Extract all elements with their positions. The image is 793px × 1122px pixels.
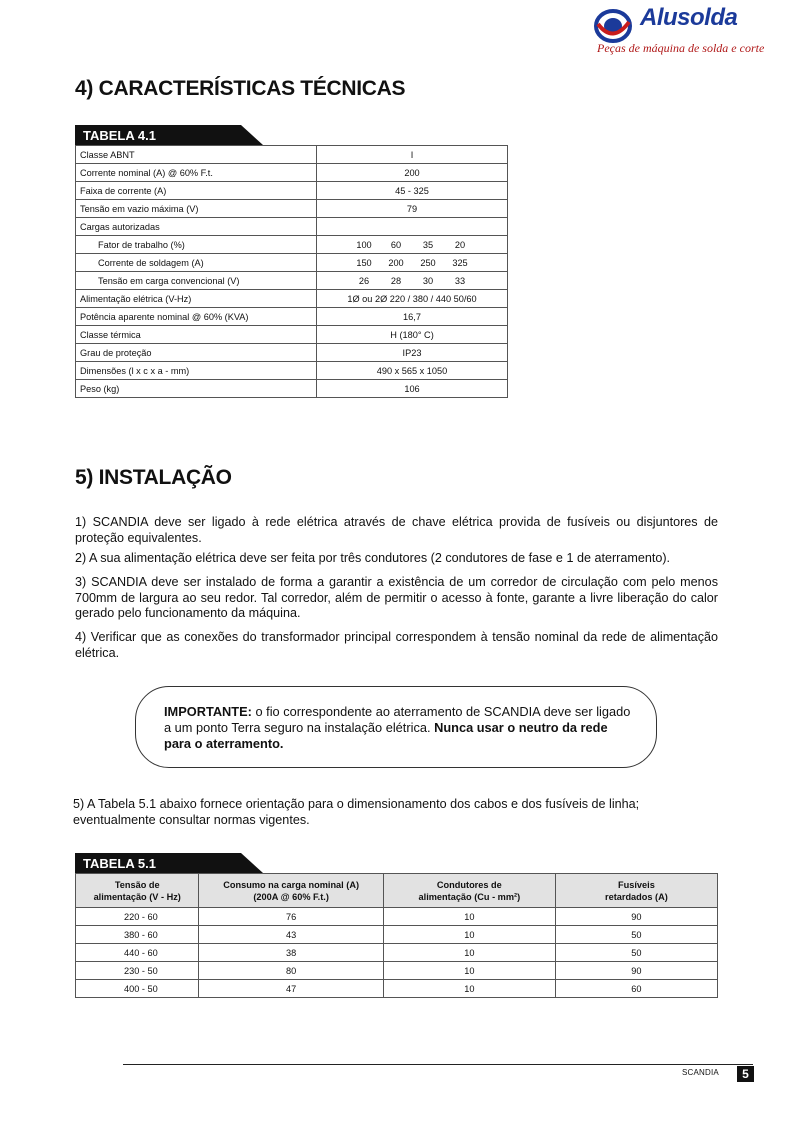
table-cell: 50 — [555, 926, 717, 944]
table-row — [76, 926, 718, 944]
spec-row — [76, 308, 508, 326]
important-emphasis: Nunca usar o neutro da rede para o aterramento. — [164, 720, 608, 751]
load-value: 33 — [454, 275, 466, 286]
table-cell: 60 — [555, 980, 717, 998]
important-notice-text — [164, 704, 634, 752]
table-cell: 10 — [383, 980, 555, 998]
load-value: 325 — [452, 257, 468, 268]
column-header-line: Condutores de — [436, 879, 502, 890]
footer-product-name: SCANDIA — [682, 1068, 719, 1077]
spec-value: H (180° C) — [317, 326, 508, 344]
footer-rule — [123, 1064, 753, 1065]
load-label: Corrente de soldagem (A) — [76, 254, 317, 272]
spec-row — [76, 182, 508, 200]
spec-value: 1Ø ou 2Ø 220 / 380 / 440 50/60 — [317, 290, 508, 308]
install-item-1: 1) SCANDIA deve ser ligado à rede elétrica através de chave elétrica provida de fusíveis ou disjuntores de proteção equivalentes. — [75, 515, 718, 545]
table-cell: 50 — [555, 944, 717, 962]
table-cell: 440 - 60 — [76, 944, 199, 962]
load-value: 100 — [356, 239, 372, 250]
table-cell: 400 - 50 — [76, 980, 199, 998]
load-row — [76, 254, 508, 272]
important-label: IMPORTANTE: — [164, 704, 252, 719]
spec-label: Corrente nominal (A) @ 60% F.t. — [76, 164, 317, 182]
spec-row — [76, 362, 508, 380]
install-item-5: 5) A Tabela 5.1 abaixo fornece orientação para o dimensionamento dos cabos e dos fusíveis de linha; eventualmente consultar normas vigentes. — [73, 797, 640, 827]
spec-value: 16,7 — [317, 308, 508, 326]
important-notice-box — [135, 686, 657, 768]
section-5-heading: 5) INSTALAÇÃO — [75, 466, 232, 489]
load-value: 20 — [454, 239, 466, 250]
install-item-2: 2) A sua alimentação elétrica deve ser feita por três condutores (2 condutores de fase e 1 de aterramento). — [75, 551, 671, 565]
column-header-line: Fusíveis — [618, 879, 655, 890]
table-cell: 230 - 50 — [76, 962, 199, 980]
table-cell: 47 — [199, 980, 383, 998]
load-value: 200 — [388, 257, 404, 268]
table-row — [76, 908, 718, 926]
important-body: o fio correspondente ao aterramento de SCANDIA deve ser ligado a um ponto Terra seguro na instalação elétrica. — [164, 704, 631, 735]
load-row — [76, 272, 508, 290]
spec-row — [76, 164, 508, 182]
column-header — [76, 874, 199, 908]
column-header — [383, 874, 555, 908]
column-header-line: Tensão de — [114, 879, 160, 890]
spec-label: Grau de proteção — [76, 344, 317, 362]
technical-specs-table — [75, 145, 508, 398]
install-item-3: 3) SCANDIA deve ser instalado de forma a garantir a existência de um corredor de circulação com pelo menos 700mm de largura ao seu redor. Tal corredor, além de permitir o acesso à fonte, garante a livre liberação do calor gerado pelo funcionamento da máquina. — [75, 575, 718, 620]
table-cell: 10 — [383, 908, 555, 926]
spec-label: Peso (kg) — [76, 380, 317, 398]
spec-label: Potência aparente nominal @ 60% (KVA) — [76, 308, 317, 326]
spec-row — [76, 200, 508, 218]
table-4-1-label: TABELA 4.1 — [75, 125, 241, 145]
load-row — [76, 236, 508, 254]
install-item-4: 4) Verificar que as conexões do transformador principal correspondem à tensão nominal da rede de alimentação elétrica. — [75, 630, 718, 660]
load-label: Fator de trabalho (%) — [76, 236, 317, 254]
spec-value: 200 — [317, 164, 508, 182]
table-cell: 43 — [199, 926, 383, 944]
load-value: 60 — [390, 239, 402, 250]
table-cell: 90 — [555, 962, 717, 980]
table-row — [76, 944, 718, 962]
column-header-line: (200A @ 60% F.t.) — [253, 891, 329, 902]
load-label: Tensão em carga convencional (V) — [76, 272, 317, 290]
load-value: 28 — [390, 275, 402, 286]
spec-row — [76, 380, 508, 398]
load-values — [317, 236, 508, 254]
spec-value — [317, 218, 508, 236]
load-value: 35 — [422, 239, 434, 250]
load-value: 26 — [358, 275, 370, 286]
brand-tagline: Peças de máquina de solda e corte — [597, 41, 765, 55]
table-row — [76, 980, 718, 998]
load-value: 150 — [356, 257, 372, 268]
page-number: 5 — [737, 1066, 754, 1082]
column-header-line: retardados (A) — [605, 891, 668, 902]
spec-label: Classe térmica — [76, 326, 317, 344]
column-header-line: alimentação (Cu - mm²) — [418, 891, 521, 902]
spec-label: Cargas autorizadas — [76, 218, 317, 236]
spec-row — [76, 326, 508, 344]
brand-name: Alusolda — [640, 4, 738, 31]
table-5-1-label: TABELA 5.1 — [75, 853, 241, 873]
spec-value: 106 — [317, 380, 508, 398]
table-cell: 10 — [383, 944, 555, 962]
spec-value: 490 x 565 x 1050 — [317, 362, 508, 380]
spec-row — [76, 218, 508, 236]
table-row — [76, 962, 718, 980]
load-values — [317, 272, 508, 290]
table-cell: 380 - 60 — [76, 926, 199, 944]
load-value: 30 — [422, 275, 434, 286]
spec-row — [76, 290, 508, 308]
spec-value: I — [317, 146, 508, 164]
table-cell: 90 — [555, 908, 717, 926]
load-values — [317, 254, 508, 272]
spec-row — [76, 344, 508, 362]
spec-row — [76, 146, 508, 164]
load-value: 250 — [420, 257, 436, 268]
column-header-line: alimentação (V - Hz) — [93, 891, 181, 902]
spec-value: 45 - 325 — [317, 182, 508, 200]
table-cell: 10 — [383, 926, 555, 944]
spec-label: Dimensões (l x c x a - mm) — [76, 362, 317, 380]
table-cell: 80 — [199, 962, 383, 980]
table-cell: 76 — [199, 908, 383, 926]
table-cell: 10 — [383, 962, 555, 980]
column-header-line: Consumo na carga nominal (A) — [223, 879, 360, 890]
spec-label: Tensão em vazio máxima (V) — [76, 200, 317, 218]
spec-label: Classe ABNT — [76, 146, 317, 164]
table-cell: 220 - 60 — [76, 908, 199, 926]
spec-value: IP23 — [317, 344, 508, 362]
spec-value: 79 — [317, 200, 508, 218]
column-header — [555, 874, 717, 908]
cable-fuse-table — [75, 873, 718, 998]
column-header — [199, 874, 383, 908]
spec-label: Alimentação elétrica (V-Hz) — [76, 290, 317, 308]
section-4-heading: 4) CARACTERÍSTICAS TÉCNICAS — [75, 77, 406, 100]
table-cell: 38 — [199, 944, 383, 962]
spec-label: Faixa de corrente (A) — [76, 182, 317, 200]
